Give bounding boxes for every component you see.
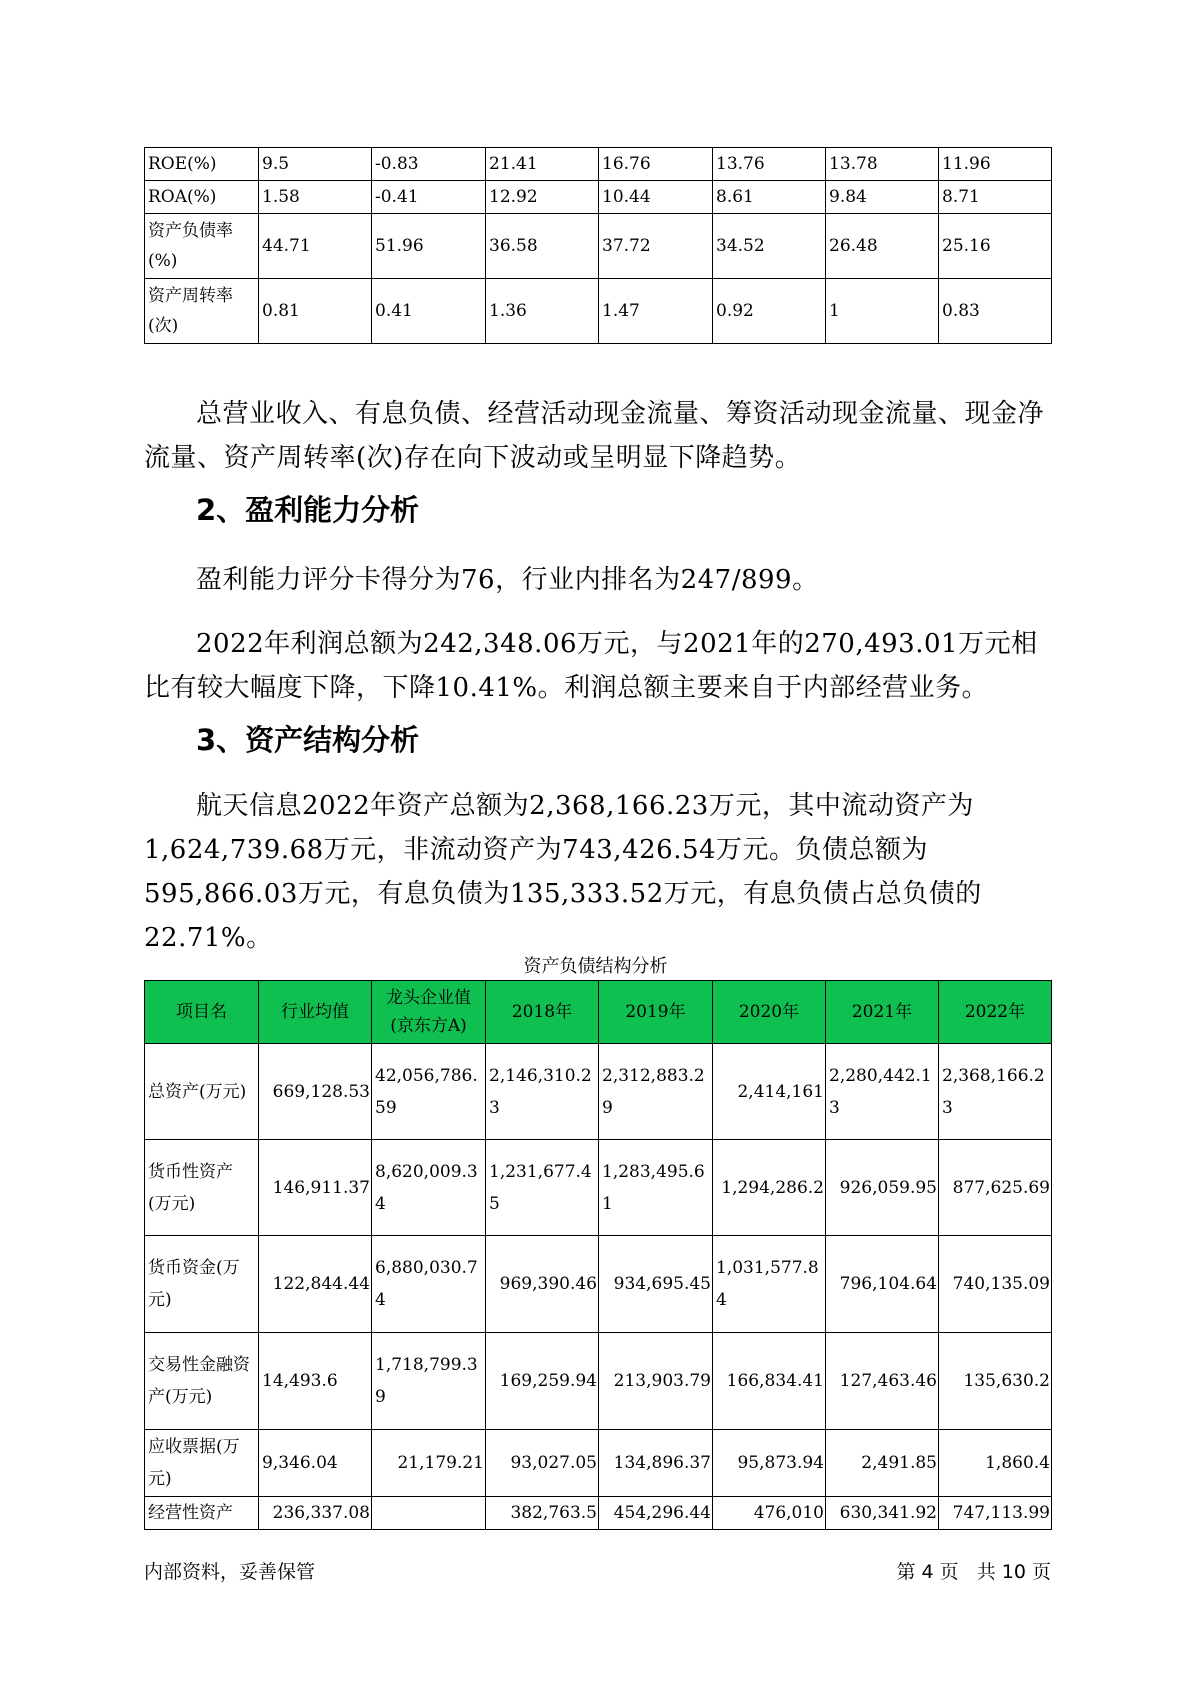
- table-row: [145, 1497, 1052, 1530]
- table-cell: 169,259.94: [486, 1333, 599, 1430]
- table-cell: 16.76: [599, 148, 713, 181]
- table-cell: 1,294,286.2: [713, 1140, 826, 1236]
- table-cell: 122,844.44: [259, 1236, 372, 1333]
- table-cell: 1.47: [599, 279, 713, 344]
- table-cell: 135,630.2: [939, 1333, 1052, 1430]
- table-cell: 8.61: [713, 181, 826, 214]
- paragraph-asset-structure: 航天信息2022年资产总额为2,368,166.23万元，其中流动资产为1,624,739.68万元，非流动资产为743,426.54万元。负债总额为595,866.03万元，有息负债为135,333.52万元，有息负债占总负债的22.71%。: [144, 791, 982, 953]
- table-cell: 740,135.09: [939, 1236, 1052, 1333]
- table-row: [145, 1430, 1052, 1497]
- table-cell: 1: [826, 279, 939, 344]
- column-header: 龙头企业值(京东方A): [372, 981, 486, 1044]
- table-cell: 134,896.37: [599, 1430, 713, 1497]
- table-cell: 34.52: [713, 214, 826, 279]
- paragraph-profitability-score: 盈利能力评分卡得分为76，行业内排名为247/899。: [196, 565, 819, 595]
- row-label: ROA(%): [145, 181, 259, 214]
- table-cell: 1,718,799.39: [372, 1333, 486, 1430]
- table-cell: 236,337.08: [259, 1497, 372, 1530]
- table-cell: 36.58: [486, 214, 599, 279]
- table-cell: 146,911.37: [259, 1140, 372, 1236]
- table-cell: 8,620,009.34: [372, 1140, 486, 1236]
- row-label: 经营性资产: [145, 1497, 259, 1530]
- table-cell: 1,031,577.84: [713, 1236, 826, 1333]
- table-cell: 9.5: [259, 148, 372, 181]
- table-cell: 12.92: [486, 181, 599, 214]
- table-cell: 747,113.99: [939, 1497, 1052, 1530]
- table-cell: 25.16: [939, 214, 1052, 279]
- table-cell: 877,625.69: [939, 1140, 1052, 1236]
- table-cell: 0.81: [259, 279, 372, 344]
- table-cell: -0.83: [372, 148, 486, 181]
- table-cell: 1,231,677.45: [486, 1140, 599, 1236]
- table-cell: 2,312,883.29: [599, 1044, 713, 1140]
- column-header: 行业均值: [259, 981, 372, 1044]
- table-cell: -0.41: [372, 181, 486, 214]
- table-cell: 21.41: [486, 148, 599, 181]
- table-cell: 0.83: [939, 279, 1052, 344]
- table-cell: 93,027.05: [486, 1430, 599, 1497]
- ratio-table: [144, 147, 1052, 344]
- table-cell: 454,296.44: [599, 1497, 713, 1530]
- table-header-row: [145, 981, 1052, 1044]
- column-header: 2018年: [486, 981, 599, 1044]
- table-row: [145, 214, 1052, 279]
- table-cell: 969,390.46: [486, 1236, 599, 1333]
- table-cell: 2,280,442.13: [826, 1044, 939, 1140]
- footer-confidential-note: 内部资料，妥善保管: [144, 1561, 316, 1583]
- table-cell: 0.41: [372, 279, 486, 344]
- table-caption: 资产负债结构分析: [523, 956, 668, 977]
- row-label: 应收票据(万元): [145, 1430, 259, 1497]
- table-cell: 10.44: [599, 181, 713, 214]
- table-cell: 1.36: [486, 279, 599, 344]
- column-header: 2019年: [599, 981, 713, 1044]
- table-cell: 213,903.79: [599, 1333, 713, 1430]
- column-header: 2021年: [826, 981, 939, 1044]
- table-cell: 9,346.04: [259, 1430, 372, 1497]
- table-cell: 13.76: [713, 148, 826, 181]
- table-cell: 13.78: [826, 148, 939, 181]
- table-row: [145, 1140, 1052, 1236]
- table-row: [145, 181, 1052, 214]
- column-header: 2020年: [713, 981, 826, 1044]
- table-cell: 1,283,495.61: [599, 1140, 713, 1236]
- table-row: [145, 1333, 1052, 1430]
- table-cell: 382,763.5: [486, 1497, 599, 1530]
- row-label: 货币性资产(万元): [145, 1140, 259, 1236]
- table-cell: 44.71: [259, 214, 372, 279]
- row-label: 资产周转率(次): [145, 279, 259, 344]
- table-cell: 21,179.21: [372, 1430, 486, 1497]
- table-cell: 2,368,166.23: [939, 1044, 1052, 1140]
- row-label: 交易性金融资产(万元): [145, 1333, 259, 1430]
- footer-page-number: 第 4 页 共 10 页: [896, 1561, 1051, 1583]
- table-row: [145, 148, 1052, 181]
- table-cell: 14,493.6: [259, 1333, 372, 1430]
- table-cell: 9.84: [826, 181, 939, 214]
- paragraph-profit-total: 2022年利润总额为242,348.06万元，与2021年的270,493.01万元相比有较大幅度下降，下降10.41%。利润总额主要来自于内部经营业务。: [144, 629, 1038, 703]
- table-cell: [372, 1497, 486, 1530]
- table-cell: 95,873.94: [713, 1430, 826, 1497]
- paragraph-trend-summary: 总营业收入、有息负债、经营活动现金流量、筹资活动现金流量、现金净流量、资产周转率(次)存在向下波动或呈明显下降趋势。: [144, 399, 1045, 473]
- table-row: [145, 1236, 1052, 1333]
- table-cell: 37.72: [599, 214, 713, 279]
- table-cell: 1,860.4: [939, 1430, 1052, 1497]
- table-cell: 166,834.41: [713, 1333, 826, 1430]
- balance-structure-table: [144, 980, 1052, 1530]
- table-cell: 926,059.95: [826, 1140, 939, 1236]
- table-cell: 26.48: [826, 214, 939, 279]
- section-heading-profitability: 2、盈利能力分析: [196, 493, 420, 527]
- table-cell: 476,010: [713, 1497, 826, 1530]
- row-label: ROE(%): [145, 148, 259, 181]
- table-cell: 630,341.92: [826, 1497, 939, 1530]
- table-row: [145, 1044, 1052, 1140]
- row-label: 资产负债率(%): [145, 214, 259, 279]
- table-cell: 6,880,030.74: [372, 1236, 486, 1333]
- table-row: [145, 279, 1052, 344]
- table-cell: 11.96: [939, 148, 1052, 181]
- table-cell: 0.92: [713, 279, 826, 344]
- table-cell: 51.96: [372, 214, 486, 279]
- table-cell: 669,128.53: [259, 1044, 372, 1140]
- table-cell: 42,056,786.59: [372, 1044, 486, 1140]
- column-header: 项目名: [145, 981, 259, 1044]
- row-label: 货币资金(万元): [145, 1236, 259, 1333]
- section-heading-asset-structure: 3、资产结构分析: [196, 723, 420, 757]
- table-cell: 2,146,310.23: [486, 1044, 599, 1140]
- table-cell: 796,104.64: [826, 1236, 939, 1333]
- table-cell: 2,491.85: [826, 1430, 939, 1497]
- column-header: 2022年: [939, 981, 1052, 1044]
- table-cell: 127,463.46: [826, 1333, 939, 1430]
- row-label: 总资产(万元): [145, 1044, 259, 1140]
- table-cell: 934,695.45: [599, 1236, 713, 1333]
- table-cell: 8.71: [939, 181, 1052, 214]
- table-cell: 1.58: [259, 181, 372, 214]
- table-cell: 2,414,161: [713, 1044, 826, 1140]
